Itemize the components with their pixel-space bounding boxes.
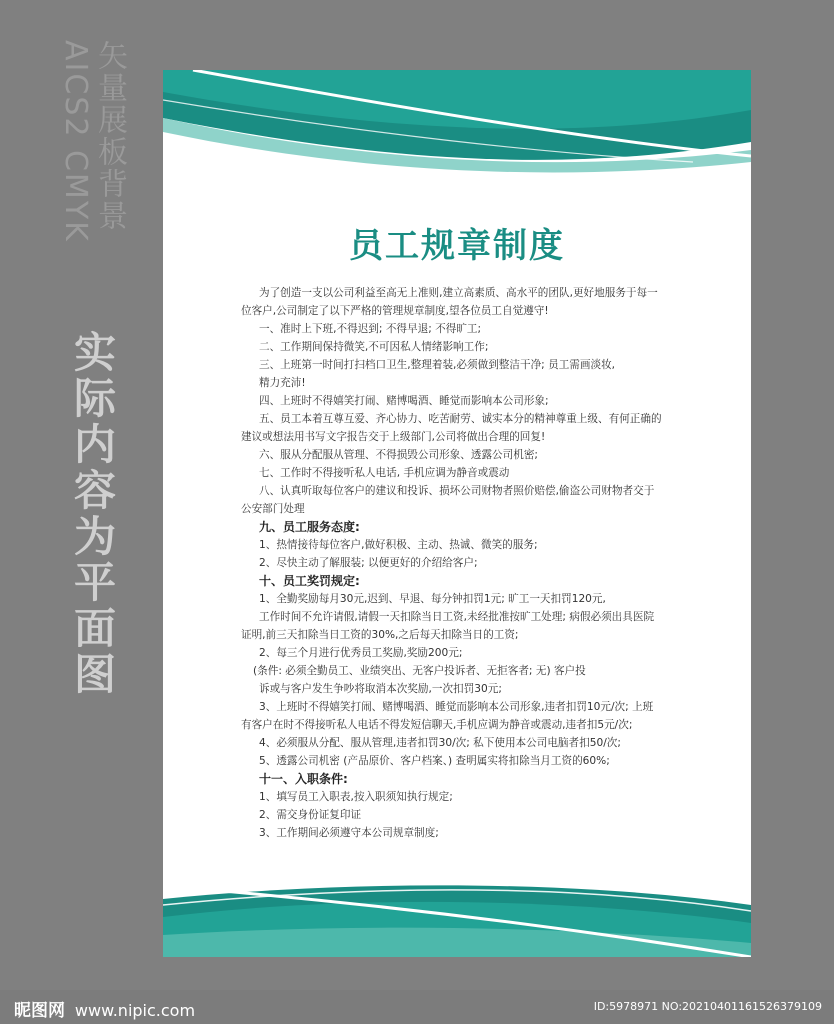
body-line: 1、全勤奖励每月30元,迟到、早退、每分钟扣罚1元; 旷工一天扣罚120元, [259, 593, 606, 605]
board-panel [163, 70, 751, 957]
site-logo[interactable] [14, 996, 195, 1021]
section-heading: 九、员工服务态度: [259, 520, 360, 534]
body-line: 2、尽快主动了解服装; 以便更好的介绍给客户; [259, 557, 478, 569]
body-line: 六、服从分配服从管理、不得损毁公司形象、透露公司机密; [259, 449, 539, 461]
body-line: (条件: 必须全勤员工、业绩突出、无客户投诉者、无拒客者; 无) 客户投 [253, 665, 586, 677]
top-wave-decoration [163, 70, 751, 180]
body-line: 公安部门处理 [241, 503, 305, 515]
footer-bar [0, 990, 834, 1024]
logo-text: 昵图网 [14, 1001, 65, 1021]
body-line: 八、认真听取每位客户的建议和投诉、损坏公司财物者照价赔偿,偷盗公司财物者交于 [259, 485, 655, 497]
body-line: 有客户在时不得接听私人电话不得发短信聊天,手机应调为静音或震动,违者扣5元/次; [241, 719, 633, 731]
body-line: 1、热情接待每位客户,做好积极、主动、热诚、微笑的服务; [259, 539, 538, 551]
side-watermark-big: 实际内容为平面图 [68, 330, 117, 698]
body-line: 四、上班时不得嬉笑打闹、赌博喝酒、睡觉而影响本公司形象; [259, 395, 549, 407]
body-line: 位客户,公司制定了以下严格的管理规章制度,望各位员工自觉遵守! [241, 305, 549, 317]
body-line: 3、上班时不得嬉笑打闹、赌博喝酒、睡觉而影响本公司形象,违者扣罚10元/次; 上班 [259, 701, 654, 713]
body-line: 证明,前三天扣除当日工资的30%,之后每天扣除当日的工资; [241, 629, 519, 641]
image-id-text: ID:5978971 NO:20210401161526379109 [593, 1000, 822, 1013]
document-title: 员工规章制度 [349, 226, 565, 266]
body-line: 5、透露公司机密 (产品原价、客户档案、) 查明属实将扣除当月工资的60%; [259, 755, 610, 767]
body-line: 七、工作时不得接听私人电话, 手机应调为静音或震动 [259, 467, 510, 479]
side-watermark-small [58, 40, 126, 243]
body-line: 3、工作期间必须遵守本公司规章制度; [259, 827, 439, 839]
body-line: 为了创造一支以公司利益至高无上准则,建立高素质、高水平的团队,更好地服务于每一 [259, 287, 658, 299]
body-line: 一、准时上下班,不得迟到; 不得早退; 不得旷工; [259, 323, 482, 335]
body-line: 4、必须服从分配、服从管理,违者扣罚30/次; 私下使用本公司电脑者扣50/次; [259, 737, 621, 749]
body-line: 三、上班第一时间打扫档口卫生,整理着装,必须做到整洁干净; 员工需画淡妆, [259, 359, 616, 371]
body-line: 1、填写员工入职表,按入职须知执行规定; [259, 791, 453, 803]
body-line: 2、每三个月进行优秀员工奖励,奖励200元; [259, 647, 463, 659]
body-line: 建议或想法用书写文字报告交于上级部门,公司将做出合理的回复! [241, 431, 546, 443]
body-line: 精力充沛! [259, 377, 306, 389]
body-line: 诉或与客户发生争吵将取消本次奖励,一次扣罚30元; [259, 683, 502, 695]
section-heading: 十、员工奖罚规定: [259, 574, 360, 588]
body-line: 工作时间不允许请假,请假一天扣除当日工资,未经批准按旷工处理; 病假必须出具医院 [259, 611, 655, 623]
body-line: 2、需交身份证复印证 [259, 809, 362, 821]
side-text-cn: 矢量展板背景 [92, 40, 127, 232]
side-text-en: AICS2 CMYK [58, 40, 93, 243]
document-body [241, 284, 701, 842]
section-heading: 十一、入职条件: [259, 772, 348, 786]
site-url[interactable]: www.nipic.com [74, 1001, 196, 1020]
body-line: 五、员工本着互尊互爱、齐心协力、吃苦耐劳、诚实本分的精神尊重上级、有何正确的 [259, 413, 662, 425]
body-line: 二、工作期间保持微笑,不可因私人情绪影响工作; [259, 341, 489, 353]
bottom-wave-decoration [163, 877, 751, 957]
